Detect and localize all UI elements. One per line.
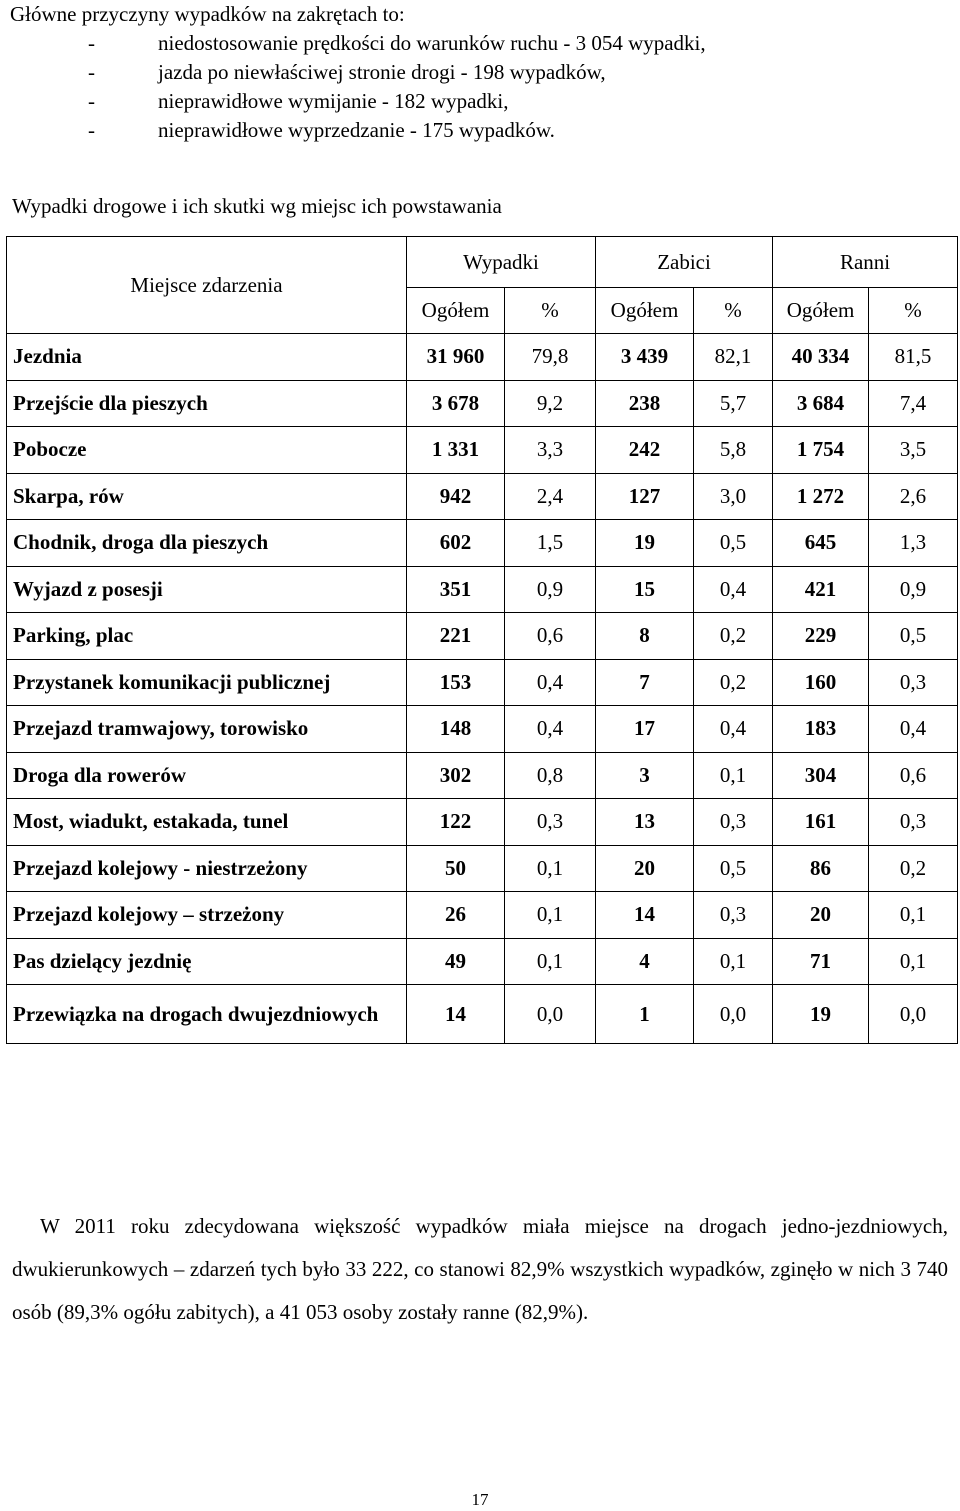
table-row bbox=[7, 892, 958, 939]
table-row bbox=[7, 380, 958, 427]
cell-percent: 0,0 bbox=[869, 985, 958, 1044]
subheader-total: Ogółem bbox=[773, 288, 869, 334]
cell-percent: 3,5 bbox=[869, 427, 958, 474]
cell-percent: 0,5 bbox=[869, 613, 958, 660]
row-label: Most, wiadukt, estakada, tunel bbox=[7, 799, 407, 846]
cell-percent: 0,3 bbox=[694, 799, 773, 846]
cell-total: 645 bbox=[773, 520, 869, 567]
cell-total: 602 bbox=[407, 520, 505, 567]
subheader-percent: % bbox=[694, 288, 773, 334]
cell-total: 148 bbox=[407, 706, 505, 753]
cell-percent: 0,5 bbox=[694, 845, 773, 892]
cell-percent: 0,4 bbox=[505, 659, 596, 706]
cell-total: 304 bbox=[773, 752, 869, 799]
cell-total: 3 678 bbox=[407, 380, 505, 427]
table-row bbox=[7, 520, 958, 567]
cell-total: 1 754 bbox=[773, 427, 869, 474]
cell-total: 942 bbox=[407, 473, 505, 520]
table-row bbox=[7, 427, 958, 474]
cell-percent: 0,1 bbox=[505, 892, 596, 939]
subheader-percent: % bbox=[869, 288, 958, 334]
cell-percent: 0,9 bbox=[869, 566, 958, 613]
row-label: Pas dzielący jezdnię bbox=[7, 938, 407, 985]
list-item-text: nieprawidłowe wyprzedzanie - 175 wypadków. bbox=[158, 118, 555, 142]
cell-percent: 0,1 bbox=[869, 938, 958, 985]
cell-percent: 82,1 bbox=[694, 334, 773, 381]
table-row bbox=[7, 752, 958, 799]
cell-total: 302 bbox=[407, 752, 505, 799]
cell-total: 127 bbox=[596, 473, 694, 520]
cell-percent: 5,8 bbox=[694, 427, 773, 474]
cell-total: 86 bbox=[773, 845, 869, 892]
row-label: Pobocze bbox=[7, 427, 407, 474]
cell-percent: 0,9 bbox=[505, 566, 596, 613]
intro-heading: Główne przyczyny wypadków na zakrętach to: bbox=[10, 2, 405, 26]
cell-total: 242 bbox=[596, 427, 694, 474]
cell-total: 3 684 bbox=[773, 380, 869, 427]
group-header-accidents: Wypadki bbox=[407, 237, 596, 288]
cell-total: 1 272 bbox=[773, 473, 869, 520]
table-row bbox=[7, 845, 958, 892]
table-row bbox=[7, 613, 958, 660]
cell-total: 153 bbox=[407, 659, 505, 706]
row-label: Przejazd kolejowy – strzeżony bbox=[7, 892, 407, 939]
row-label: Przystanek komunikacji publicznej bbox=[7, 659, 407, 706]
cell-total: 13 bbox=[596, 799, 694, 846]
cell-total: 20 bbox=[596, 845, 694, 892]
cell-percent: 0,0 bbox=[505, 985, 596, 1044]
row-label: Jezdnia bbox=[7, 334, 407, 381]
cell-percent: 0,6 bbox=[505, 613, 596, 660]
cell-percent: 0,4 bbox=[694, 706, 773, 753]
cell-total: 26 bbox=[407, 892, 505, 939]
cell-total: 3 439 bbox=[596, 334, 694, 381]
intro-list bbox=[10, 29, 706, 145]
cell-percent: 0,0 bbox=[694, 985, 773, 1044]
cell-total: 8 bbox=[596, 613, 694, 660]
cell-percent: 2,4 bbox=[505, 473, 596, 520]
cell-total: 19 bbox=[773, 985, 869, 1044]
cell-total: 1 bbox=[596, 985, 694, 1044]
table-row bbox=[7, 473, 958, 520]
cell-total: 3 bbox=[596, 752, 694, 799]
table-title: Wypadki drogowe i ich skutki wg miejsc ich powstawania bbox=[12, 194, 502, 218]
summary-paragraph: W 2011 roku zdecydowana większość wypadków miała miejsce na drogach jedno-jezdniowych, dwukierunkowych – zdarzeń tych było 33 222, co stanowi 82,9% wszystkich wypadków, zginęło w nich 3 740 osób (89,3% ogółu zabitych), a 41 053 osoby zostały ranne (82,9%). bbox=[12, 1214, 948, 1324]
cell-total: 19 bbox=[596, 520, 694, 567]
cell-percent: 9,2 bbox=[505, 380, 596, 427]
list-item bbox=[10, 58, 706, 87]
list-item-text: niedostosowanie prędkości do warunków ruchu - 3 054 wypadki, bbox=[158, 31, 706, 55]
cell-total: 221 bbox=[407, 613, 505, 660]
list-dash: - bbox=[88, 31, 95, 55]
group-header-killed: Zabici bbox=[596, 237, 773, 288]
cell-percent: 0,3 bbox=[694, 892, 773, 939]
row-label: Droga dla rowerów bbox=[7, 752, 407, 799]
cell-percent: 0,6 bbox=[869, 752, 958, 799]
cell-percent: 1,5 bbox=[505, 520, 596, 567]
intro-section bbox=[10, 0, 706, 145]
cell-total: 122 bbox=[407, 799, 505, 846]
row-label: Przejazd kolejowy - niestrzeżony bbox=[7, 845, 407, 892]
row-label: Przejazd tramwajowy, torowisko bbox=[7, 706, 407, 753]
row-label: Przejście dla pieszych bbox=[7, 380, 407, 427]
subheader-percent: % bbox=[505, 288, 596, 334]
cell-total: 229 bbox=[773, 613, 869, 660]
cell-total: 183 bbox=[773, 706, 869, 753]
table-row bbox=[7, 659, 958, 706]
cell-percent: 0,2 bbox=[869, 845, 958, 892]
cell-percent: 81,5 bbox=[869, 334, 958, 381]
cell-percent: 2,6 bbox=[869, 473, 958, 520]
cell-percent: 0,1 bbox=[505, 845, 596, 892]
page-number: 17 bbox=[471, 1490, 489, 1509]
cell-percent: 0,1 bbox=[869, 892, 958, 939]
cell-total: 161 bbox=[773, 799, 869, 846]
cell-total: 160 bbox=[773, 659, 869, 706]
cell-total: 421 bbox=[773, 566, 869, 613]
cell-percent: 3,3 bbox=[505, 427, 596, 474]
list-item-text: nieprawidłowe wymijanie - 182 wypadki, bbox=[158, 89, 509, 113]
cell-total: 14 bbox=[596, 892, 694, 939]
cell-percent: 7,4 bbox=[869, 380, 958, 427]
list-item-text: jazda po niewłaściwej stronie drogi - 198 wypadków, bbox=[158, 60, 606, 84]
row-label: Wyjazd z posesji bbox=[7, 566, 407, 613]
list-item bbox=[10, 116, 706, 145]
table-row bbox=[7, 334, 958, 381]
cell-percent: 0,2 bbox=[694, 613, 773, 660]
cell-total: 31 960 bbox=[407, 334, 505, 381]
row-label: Przewiązka na drogach dwujezdniowych bbox=[7, 985, 407, 1044]
cell-total: 14 bbox=[407, 985, 505, 1044]
subheader-total: Ogółem bbox=[596, 288, 694, 334]
cell-total: 238 bbox=[596, 380, 694, 427]
table-row bbox=[7, 566, 958, 613]
cell-total: 50 bbox=[407, 845, 505, 892]
subheader-total: Ogółem bbox=[407, 288, 505, 334]
list-dash: - bbox=[88, 118, 95, 142]
cell-percent: 0,1 bbox=[694, 752, 773, 799]
table-row bbox=[7, 985, 958, 1044]
table-row bbox=[7, 706, 958, 753]
row-label: Skarpa, rów bbox=[7, 473, 407, 520]
cell-percent: 5,7 bbox=[694, 380, 773, 427]
cell-percent: 0,5 bbox=[694, 520, 773, 567]
cell-percent: 0,3 bbox=[505, 799, 596, 846]
cell-total: 1 331 bbox=[407, 427, 505, 474]
cell-total: 20 bbox=[773, 892, 869, 939]
accidents-table bbox=[6, 236, 958, 1044]
cell-percent: 1,3 bbox=[869, 520, 958, 567]
cell-total: 49 bbox=[407, 938, 505, 985]
cell-percent: 79,8 bbox=[505, 334, 596, 381]
cell-total: 71 bbox=[773, 938, 869, 985]
cell-percent: 0,1 bbox=[694, 938, 773, 985]
list-dash: - bbox=[88, 60, 95, 84]
table-row bbox=[7, 799, 958, 846]
cell-total: 40 334 bbox=[773, 334, 869, 381]
cell-percent: 0,4 bbox=[694, 566, 773, 613]
cell-percent: 0,4 bbox=[869, 706, 958, 753]
row-label: Parking, plac bbox=[7, 613, 407, 660]
cell-percent: 0,1 bbox=[505, 938, 596, 985]
list-item bbox=[10, 29, 706, 58]
table-row bbox=[7, 938, 958, 985]
row-label: Chodnik, droga dla pieszych bbox=[7, 520, 407, 567]
cell-total: 4 bbox=[596, 938, 694, 985]
cell-percent: 0,8 bbox=[505, 752, 596, 799]
cell-percent: 0,4 bbox=[505, 706, 596, 753]
list-dash: - bbox=[88, 89, 95, 113]
cell-percent: 0,2 bbox=[694, 659, 773, 706]
list-item bbox=[10, 87, 706, 116]
cell-total: 15 bbox=[596, 566, 694, 613]
cell-total: 17 bbox=[596, 706, 694, 753]
cell-percent: 0,3 bbox=[869, 799, 958, 846]
cell-total: 351 bbox=[407, 566, 505, 613]
cell-total: 7 bbox=[596, 659, 694, 706]
group-header-injured: Ranni bbox=[773, 237, 958, 288]
cell-percent: 0,3 bbox=[869, 659, 958, 706]
place-header: Miejsce zdarzenia bbox=[7, 237, 407, 334]
cell-percent: 3,0 bbox=[694, 473, 773, 520]
